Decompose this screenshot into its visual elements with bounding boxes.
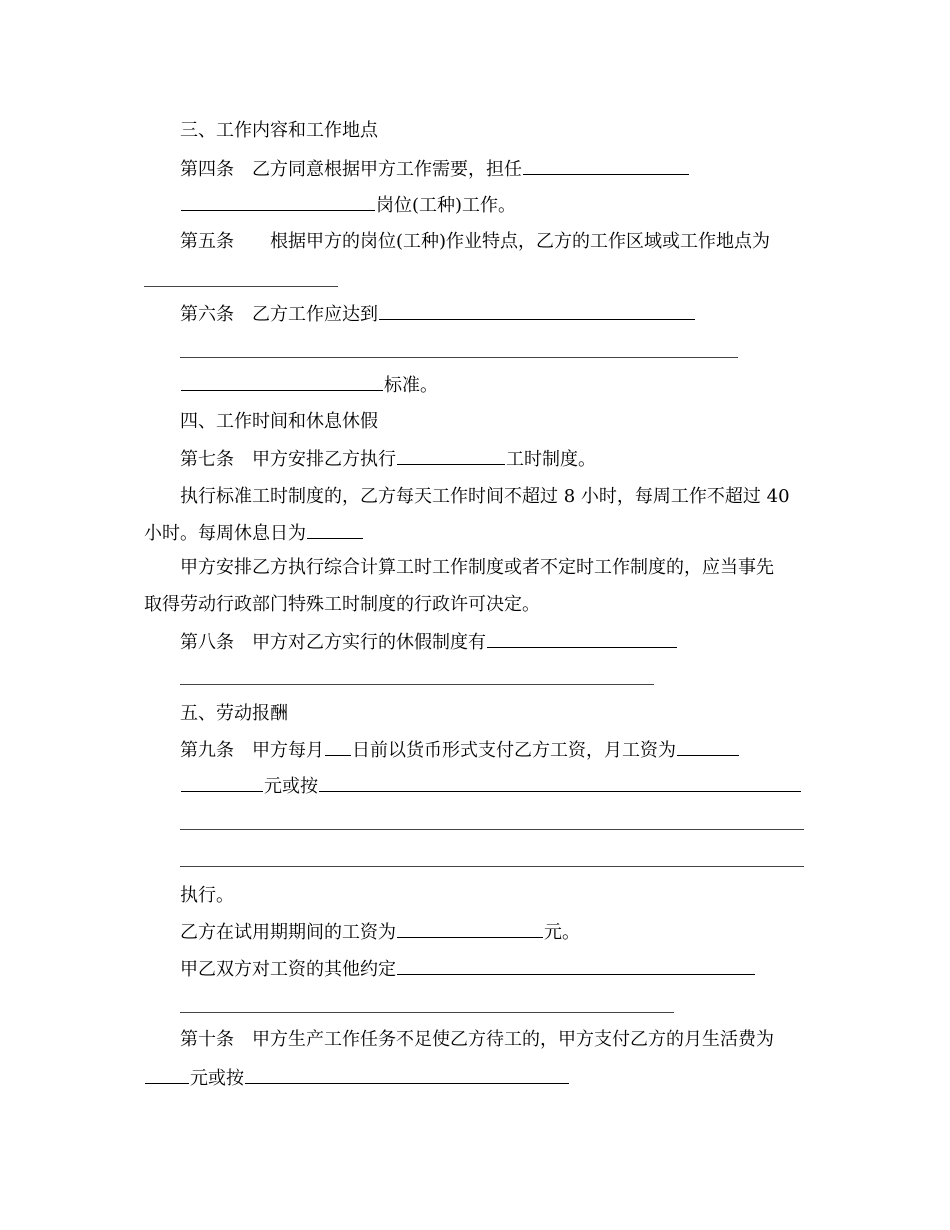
section-heading-working-hours: 四、工作时间和休息休假 [180, 411, 378, 432]
article-10-text: 元或按 [190, 1068, 244, 1089]
special-hours-paragraph-line-1: 甲方安排乙方执行综合计算工时工作制度或者不定时工作制度的，应当事先 [180, 557, 774, 578]
article-6-line-3 [180, 373, 438, 398]
wage-method-blank-2[interactable] [180, 829, 804, 830]
other-wage-terms-blank-2[interactable] [180, 1012, 674, 1013]
article-8-text: 第八条 甲方对乙方实行的休假制度有 [180, 632, 486, 653]
article-4-line-2 [180, 193, 516, 218]
living-allowance-method-blank[interactable] [245, 1066, 569, 1084]
article-8-line [180, 630, 678, 655]
probation-wage-line [180, 920, 580, 945]
article-4-line-1 [180, 157, 690, 182]
hours-system-blank[interactable] [397, 447, 505, 465]
monthly-wage-blank[interactable] [677, 738, 739, 756]
rest-day-text: 小时。每周休息日为 [144, 523, 306, 544]
section-heading-work-content: 三、工作内容和工作地点 [180, 120, 378, 141]
article-7-text: 第七条 甲方安排乙方执行 [180, 449, 396, 470]
article-10-line-2 [144, 1066, 570, 1091]
wage-method-blank-3[interactable] [180, 866, 804, 867]
article-6-text: 第六条 乙方工作应达到 [180, 304, 378, 325]
rest-day-blank[interactable] [307, 521, 363, 539]
standard-hours-paragraph: 执行标准工时制度的，乙方每天工作时间不超过 8 小时，每周工作不超过 40 [180, 486, 790, 507]
standard-blank[interactable] [379, 302, 695, 320]
other-wage-terms-blank[interactable] [397, 957, 755, 975]
article-7-suffix: 工时制度。 [506, 449, 596, 470]
living-allowance-blank[interactable] [145, 1066, 189, 1084]
probation-wage-text: 乙方在试用期期间的工资为 [180, 922, 396, 943]
position-blank-2[interactable] [181, 193, 375, 211]
article-7-line [180, 447, 596, 472]
article-9-text-a: 第九条 甲方每月 [180, 740, 324, 761]
article-9-execute: 执行。 [180, 885, 234, 906]
other-wage-terms-line [180, 957, 756, 982]
standard-blank-3[interactable] [181, 373, 383, 391]
probation-wage-blank[interactable] [397, 920, 543, 938]
article-4-text: 第四条 乙方同意根据甲方工作需要，担任 [180, 159, 522, 180]
work-location-blank[interactable] [144, 286, 338, 287]
article-5-line: 第五条 根据甲方的岗位(工种)作业特点，乙方的工作区域或工作地点为 [180, 231, 771, 252]
other-wage-terms-text: 甲乙双方对工资的其他约定 [180, 959, 396, 980]
article-9-text-c: 元或按 [264, 776, 318, 797]
section-heading-remuneration: 五、劳动报酬 [180, 703, 288, 724]
leave-system-blank[interactable] [487, 630, 677, 648]
position-blank[interactable] [523, 157, 689, 175]
standard-blank-2[interactable] [180, 357, 738, 358]
article-6-suffix: 标准。 [384, 375, 438, 396]
special-hours-paragraph-line-2: 取得劳动行政部门特殊工时制度的行政许可决定。 [144, 594, 540, 615]
probation-wage-suffix: 元。 [544, 922, 580, 943]
article-6-line-1 [180, 302, 696, 327]
pay-day-blank[interactable] [325, 738, 351, 756]
article-9-text-b: 日前以货币形式支付乙方工资，月工资为 [352, 740, 676, 761]
article-10-line-1: 第十条 甲方生产工作任务不足使乙方待工的，甲方支付乙方的月生活费为 [180, 1029, 774, 1050]
rest-day-line [144, 521, 364, 546]
leave-system-blank-2[interactable] [180, 684, 654, 685]
article-4-suffix: 岗位(工种)工作。 [376, 195, 517, 216]
article-9-line-2 [180, 774, 802, 799]
wage-method-blank[interactable] [319, 774, 801, 792]
monthly-wage-blank-2[interactable] [181, 774, 263, 792]
article-9-line-1 [180, 738, 740, 763]
